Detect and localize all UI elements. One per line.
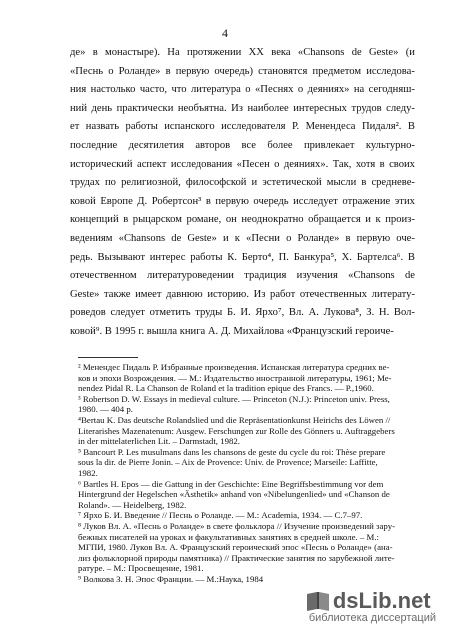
body-line: де» в монастыре). На протяжении XX века «Chansons de Geste» (и [70, 47, 415, 58]
body-line: трудах по религиозной, философской и эстетической мысли в средневе- [70, 177, 415, 189]
body-line: ния настолько часто, что литература о «Песнях о деяниях» на сегодняш- [70, 84, 415, 96]
footnote-line: Hintergrund der Hegelschen «Ästhetik» anhand von «Nibelungenlied» und «Chanson de [78, 489, 390, 500]
footnote-line: ² Менендес Пидаль Р. Избранные произведения. Испанская литература средних ве- [78, 362, 390, 372]
footnote-line: ³ Robertson D. W. Essays in medieval culture. — Princeton (N.J.): Princeton univ. Press, [78, 393, 390, 404]
footnote-line: 1982. [78, 467, 98, 478]
footnote-line: in der mittelaterlichen Lit. – Darmstadt, 1982. [78, 436, 240, 447]
footnote-line: nendez Pidal R. La Chanson de Roland et la tradition epique des Francs. — P.,1960. [78, 383, 374, 394]
footnotes [78, 362, 418, 584]
book-logo-icon [305, 589, 331, 613]
body-line: последние десятилетия авторов все более привлекает культурно- [70, 139, 415, 151]
footnote-line: ⁶ Bartles H. Epos — die Gattung in der Geschichte: Eine Begriffsbestimmung vor dem [78, 478, 384, 489]
body-line: роведов следует отметить труды Б. И. Ярхо⁷, Вл. А. Лукова⁸, З. Н. Вол- [70, 307, 415, 319]
body-line: ковой⁹. В 1995 г. вышла книга А. Д. Михайлова «Французский героиче- [70, 325, 394, 337]
footnote-line: ков и эпохи Возрождения. — М.: Издательство иностранной литературы, 1961; Ме- [78, 372, 392, 383]
footnote-line: лиз фольклорной природы памятника) // Практические занятия по зарубежной лите- [78, 552, 395, 563]
footnote-line: ратуре. – М.: Просвещение, 1981. [78, 563, 204, 574]
footnote-line: ⁸ Луков Вл. А. «Песнь о Роланде» в свете фольклора // Изучение произведений зару- [78, 520, 396, 531]
page-number: 4 [222, 26, 228, 40]
body-line: ет назвать работы испанского исследователя Р. Менендеса Пидаля². В [70, 121, 415, 133]
footnote-line: ⁷ Ярхо Б. И. Введение // Песнь о Роланде. — М.: Academia, 1934. — С.7–97. [78, 510, 363, 521]
body-line: «Песнь о Роланде» в первую очередь) становятся предметом исследова- [70, 65, 415, 77]
footnote-separator [78, 357, 138, 358]
body-line: исторический аспект исследования «Песен о деяниях». Так, хотя в своих [70, 158, 415, 170]
footnote-line: бежных писателей на уроках и факультативных занятиях в средней школе. – М.: [78, 531, 379, 542]
footnote-line: ⁹ Волкова З. Н. Эпос Франции. — М.:Наука, 1984 [78, 573, 264, 584]
watermark-subtitle: библиотека диссертаций [308, 612, 436, 624]
body-line: ний день практически необъятна. Из наиболее интересных трудов следу- [70, 102, 415, 114]
watermark [305, 588, 436, 624]
body-line: Geste» также имеет давнюю историю. Из работ отечественных литерату- [70, 288, 415, 300]
footnote-line: Literarishes Mazenatenum: Ausgew. Ferschungen zur Rolle des Gönners u. Auftraggebers [78, 425, 395, 436]
footnote-line: 1980. — 404 p. [78, 404, 133, 415]
body-line: ведениям «Chansons de Geste» и к «Песни о Роланде» в первую оче- [70, 232, 415, 244]
body-line: ковой Европе Д. Робертсон³ в первую очередь исследует отражение этих [70, 195, 415, 207]
footnote-line: ⁵ Bancourt P. Les musulmans dans les chansons de geste du cycle du roi: Thèse prepare [78, 446, 386, 457]
footnote-line: sous la dir. de Pierre Jonin. – Aix de Provence: Univ. de Provence; Marseile: Laffitte, [78, 457, 378, 468]
body-text [70, 44, 415, 342]
footnote-line: ⁴Bertau K. Das deutsche Rolandslied und die Repräsentationkunst Heirichs des Löwen // [78, 414, 391, 425]
body-line: отечественном литературоведении традиция изучения «Chansons de [70, 270, 415, 282]
watermark-domain: dsLib.net [332, 588, 431, 613]
footnote-line: МГПИ, 1980. Луков Вл. А. Французский героический эпос «Песнь о Роланде» (ана- [78, 542, 393, 553]
footnote-line: Roland». — Heidelberg, 1982. [78, 499, 187, 510]
body-line: концепций в рыцарском романе, он неоднократно обращается и к произ- [70, 214, 415, 226]
body-line: редь. Вызывают интерес работы К. Берто⁴, П. Банкура⁵, Х. Бартелса⁶. В [70, 251, 415, 263]
